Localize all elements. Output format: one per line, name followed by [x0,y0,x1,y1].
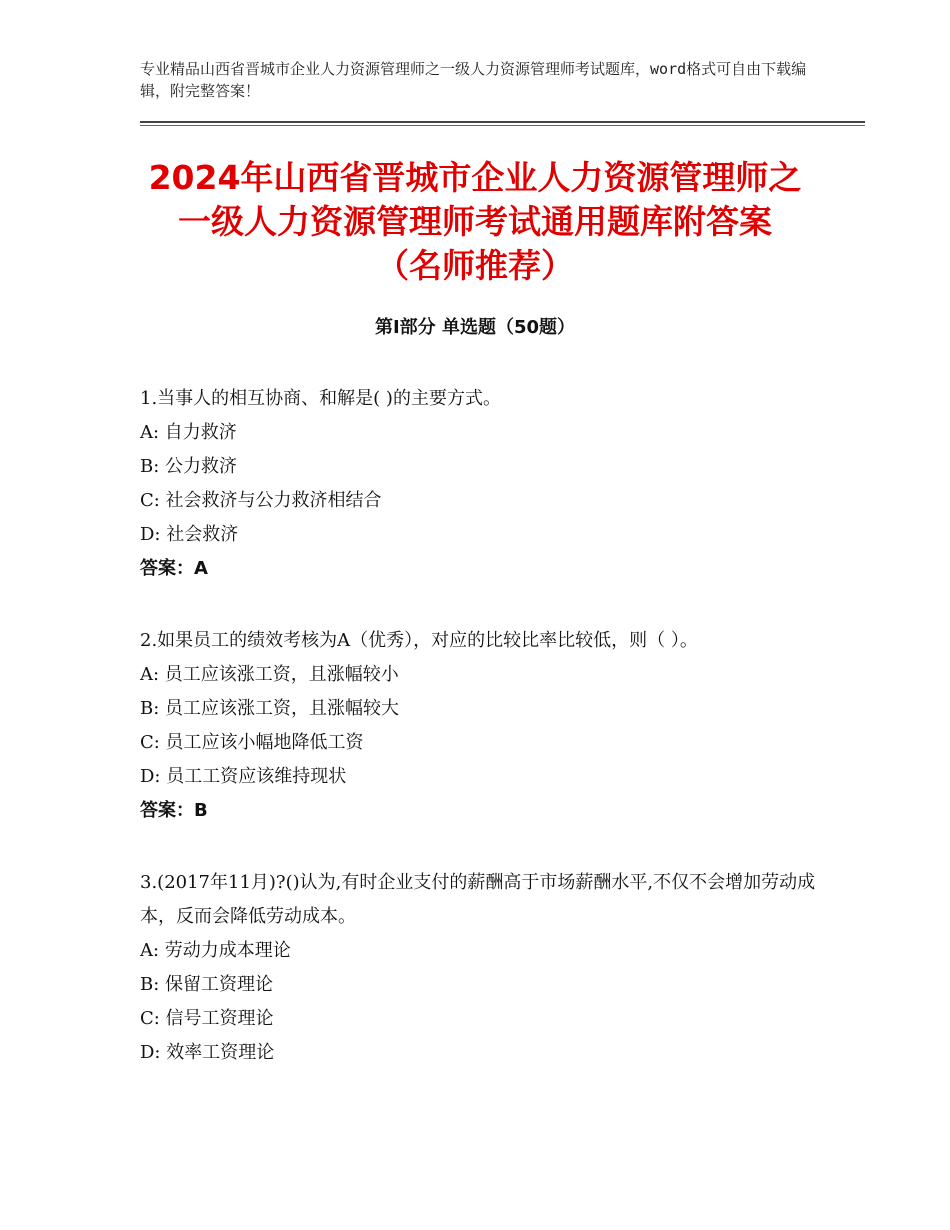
answer-label: 答案：B [140,800,208,821]
option-d: D: 员工工资应该维持现状 [140,766,347,787]
title-line-1: 2024年山西省晋城市企业人力资源管理师之 [148,158,802,197]
question-3 [140,866,820,1070]
header-divider-thin [140,125,865,126]
question-2 [140,624,820,828]
option-a: A: 自力救济 [140,422,237,443]
answer-label: 答案：A [140,558,208,579]
option-d: D: 效率工资理论 [140,1042,275,1063]
option-b: B: 公力救济 [140,456,238,477]
option-c: C: 员工应该小幅地降低工资 [140,732,364,753]
section-title: 第Ⅰ部分 单选题（50题） [374,317,575,338]
question-stem: 1.当事人的相互协商、和解是( )的主要方式。 [140,388,501,409]
question-1 [140,382,820,586]
question-stem: 2.如果员工的绩效考核为A（优秀），对应的比较比率比较低，则（ ）。 [140,630,698,651]
document-title [100,156,850,288]
option-d: D: 社会救济 [140,524,239,545]
question-list [140,382,820,1108]
option-b: B: 员工应该涨工资，且涨幅较大 [140,698,400,719]
option-c: C: 社会救济与公力救济相结合 [140,490,382,511]
option-b: B: 保留工资理论 [140,974,274,995]
header-divider [140,121,865,123]
title-line-3: （名师推荐） [376,246,574,285]
option-c: C: 信号工资理论 [140,1008,274,1029]
option-a: A: 员工应该涨工资，且涨幅较小 [140,664,399,685]
title-line-2: 一级人力资源管理师考试通用题库附答案 [178,202,772,241]
question-stem: 3.(2017年11月)?()认为,有时企业支付的薪酬高于市场薪酬水平,不仅不会增加劳动成本，反而会降低劳动成本。 [140,872,816,927]
header-note: 专业精品山西省晋城市企业人力资源管理师之一级人力资源管理师考试题库，word格式可自由下载编辑，附完整答案！ [140,60,807,100]
option-a: A: 劳动力成本理论 [140,940,291,961]
